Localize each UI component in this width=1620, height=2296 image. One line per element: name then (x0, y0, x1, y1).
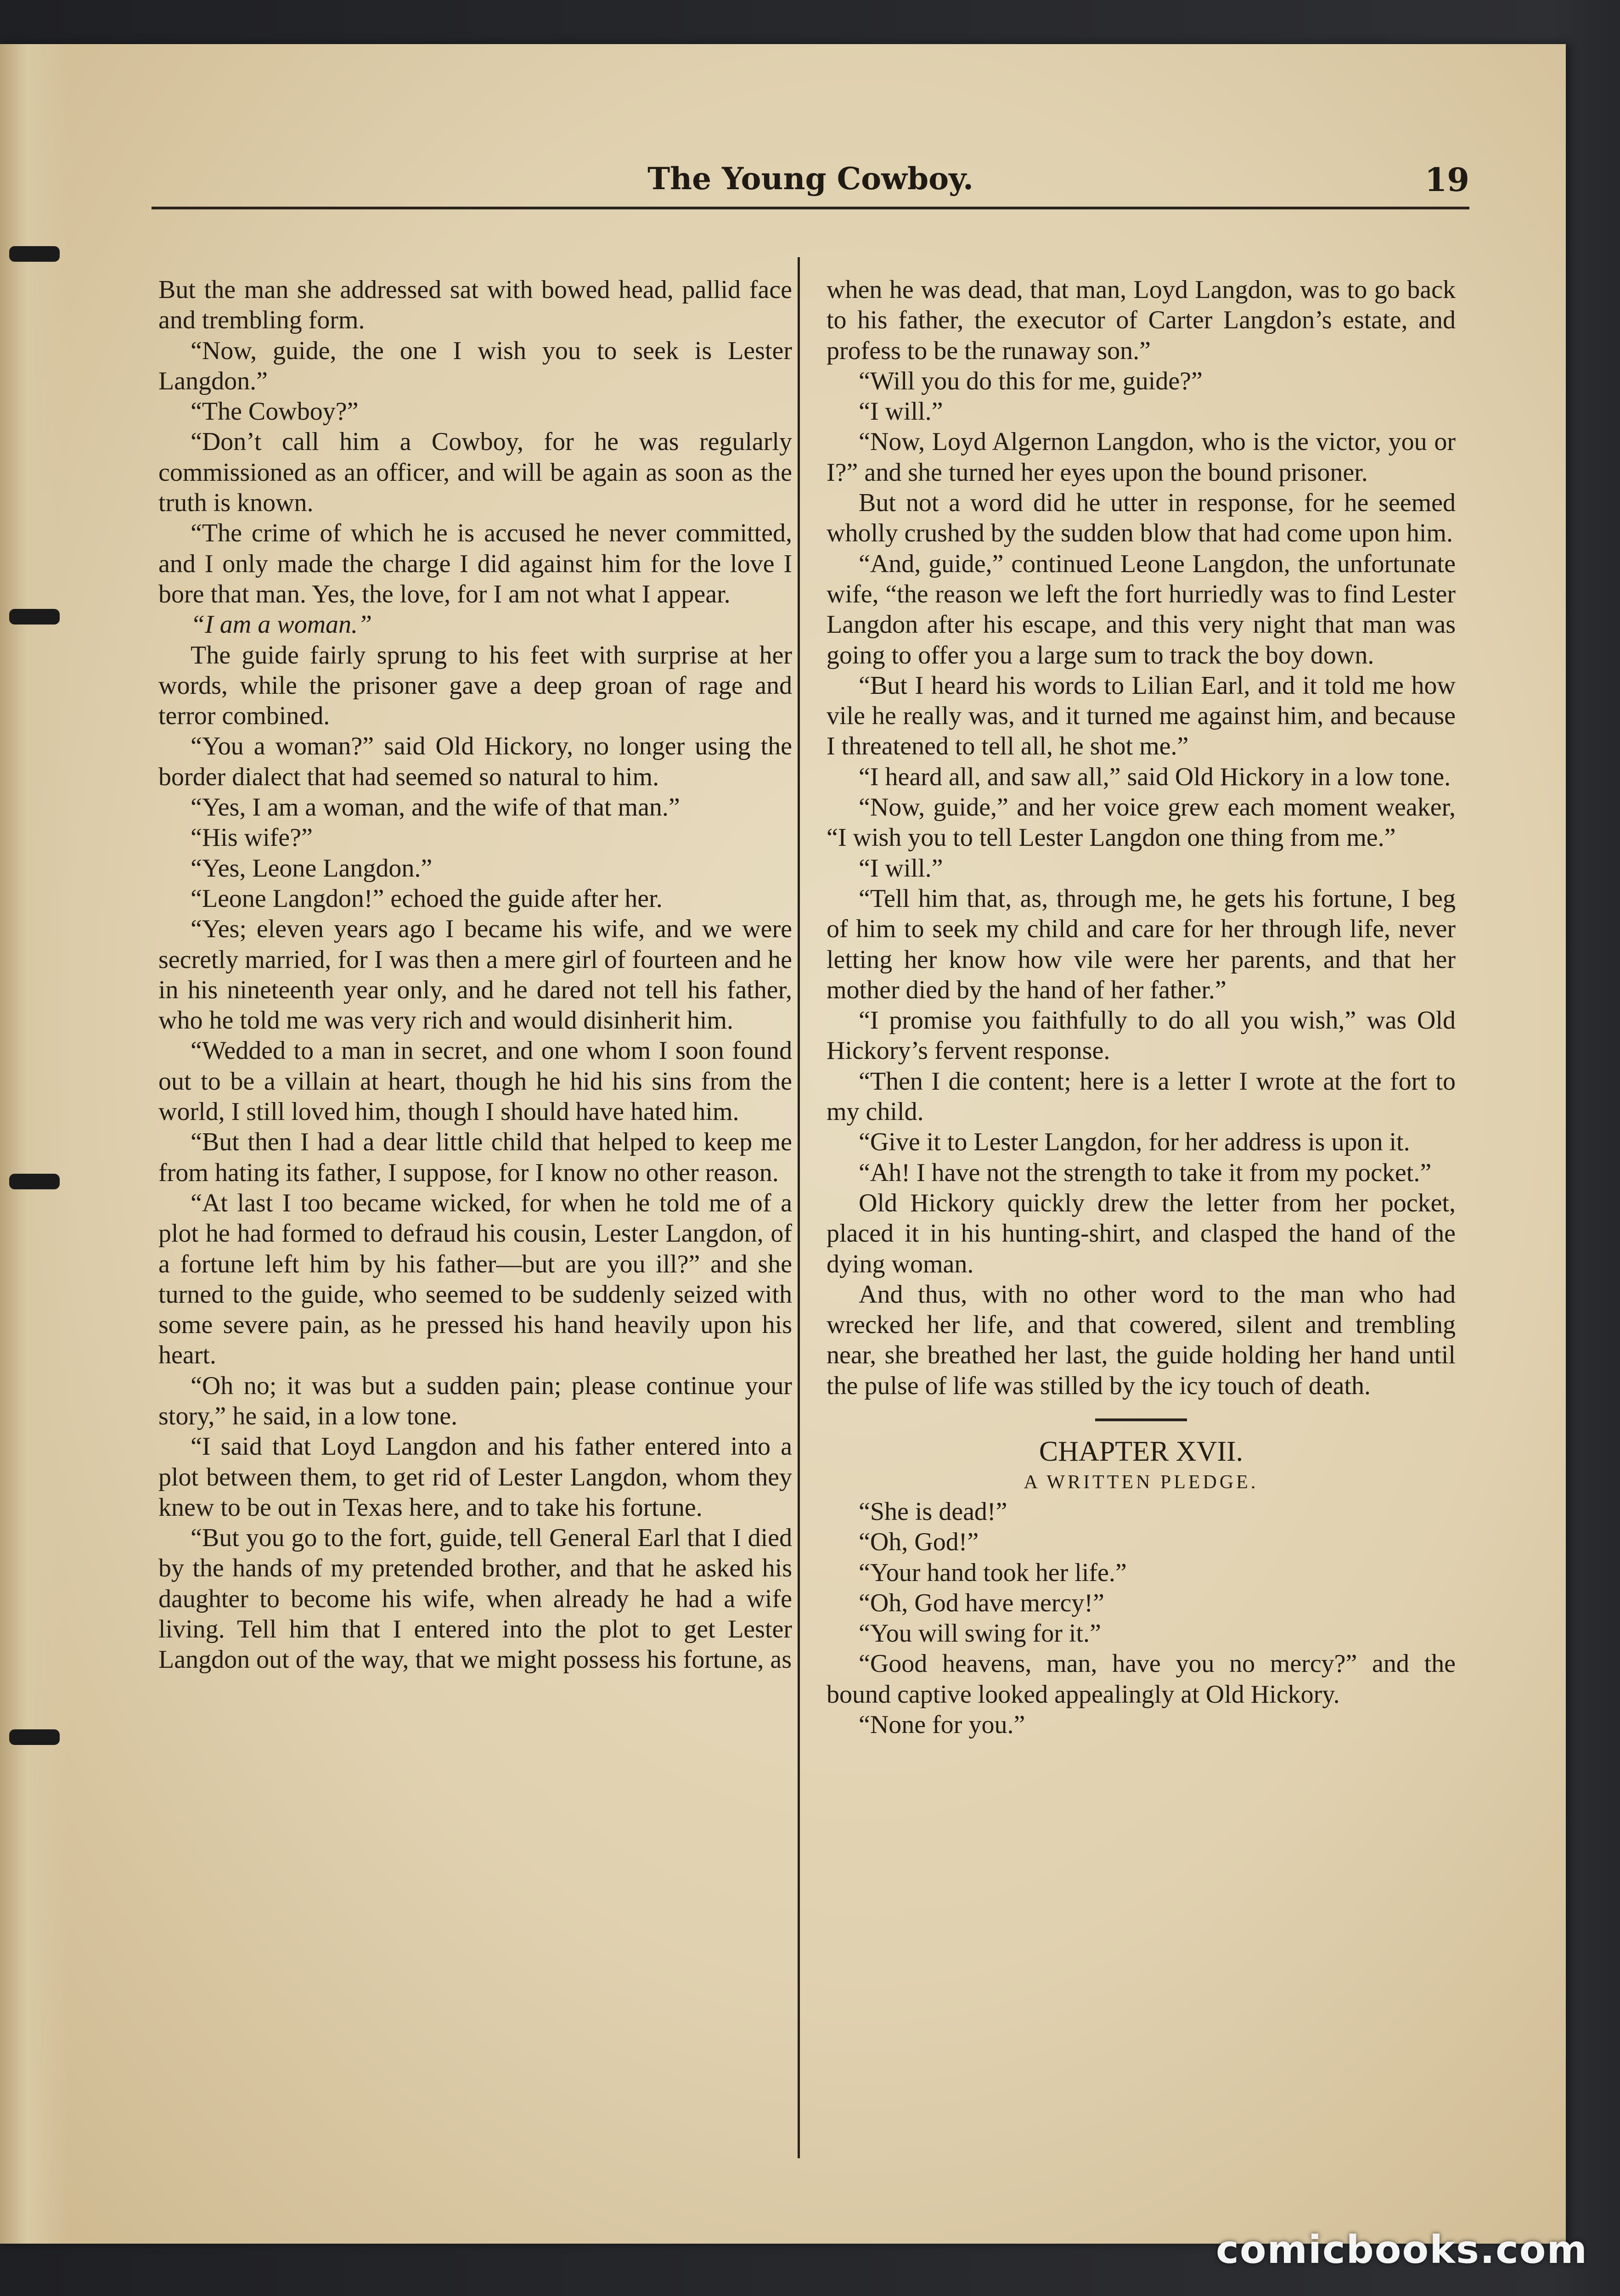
paragraph: “Yes, I am a woman, and the wife of that man.” (191, 793, 680, 822)
paragraph: Old Hickory quickly drew the letter from her pocket, placed it in his hunting-shirt, and clasped the hand of the dying woman. (827, 1188, 1456, 1278)
chapter-heading: CHAPTER XVII. (1039, 1435, 1243, 1467)
paragraph: “At last I too became wicked, for when he told me of a plot he had formed to defraud his cousin, Lester Langdon, of a fortune left him by his father—but are you ill?” and she turned to the guide, who seemed to be suddenly seized with some severe pain, as he pressed his hand heavily upon his heart. (158, 1188, 792, 1370)
binding-stitch (9, 1729, 60, 1745)
page-title: The Young Cowboy. (647, 161, 973, 197)
paragraph: “I will.” (859, 397, 943, 426)
paragraph: “Ah! I have not the strength to take it from my pocket.” (859, 1158, 1432, 1187)
paragraph: “I am a woman.” (191, 610, 372, 639)
paragraph: “And, guide,” continued Leone Langdon, the unfortunate wife, “the reason we left the fort hurriedly was to find Lester Langdon after his escape, and this very night that man was going to offer you a large sum to track the boy down. (827, 549, 1456, 670)
page-number: 19 (1424, 161, 1469, 199)
paragraph: “Oh, God!” (859, 1528, 979, 1557)
paragraph: “Oh, God have mercy!” (859, 1588, 1104, 1617)
paragraph: “Wedded to a man in secret, and one whom I soon found out to be a villain at heart, though he hid his sins from the world, I still loved him, though I should have hated him. (158, 1036, 792, 1126)
watermark: comicbooks.com (1216, 2227, 1588, 2272)
paragraph: “Oh no; it was but a sudden pain; please continue your story,” he said, in a low tone. (158, 1371, 792, 1430)
paragraph: “Your hand took her life.” (859, 1558, 1127, 1587)
paragraph: “The crime of which he is accused he never committed, and I only made the charge I did against him for the love I bore that man. Yes, the love, for I am not what I appear. (158, 519, 792, 608)
paragraph: “I said that Loyd Langdon and his father entered into a plot between them, to get rid of Lester Langdon, whom they knew to be out in Texas here, and to take his fortune. (158, 1432, 792, 1522)
paragraph: “But then I had a dear little child that helped to keep me from hating its father, I suppose, for I know no other reason. (158, 1128, 792, 1187)
paragraph: But not a word did he utter in response, for he seemed wholly crushed by the sudden blow that had come upon him. (827, 489, 1456, 548)
chapter-subtitle: A WRITTEN PLEDGE. (1024, 1471, 1259, 1493)
paragraph: “His wife?” (191, 823, 313, 852)
running-header (152, 152, 1469, 209)
paragraph: “I promise you faithfully to do all you wish,” was Old Hickory’s fervent response. (827, 1006, 1456, 1065)
paragraph: The guide fairly sprung to his feet with surprise at her words, while the prisoner gave a deep groan of rage and terror combined. (158, 641, 792, 731)
paragraph: “None for you.” (859, 1711, 1025, 1739)
binding-stitch (9, 246, 60, 262)
paragraph: “But I heard his words to Lilian Earl, and it told me how vile he really was, and it turned me against him, and because I threatened to tell all, he shot me.” (827, 671, 1456, 761)
paragraph: “Good heavens, man, have you no mercy?” and the bound captive looked appealingly at Old Hickory. (827, 1649, 1456, 1709)
paragraph: “Leone Langdon!” echoed the guide after her. (191, 884, 663, 913)
paragraph: “The Cowboy?” (191, 397, 359, 426)
paragraph: “Now, guide,” and her voice grew each moment weaker, “I wish you to tell Lester Langdon one thing from me.” (827, 793, 1456, 852)
paragraph: “But you go to the fort, guide, tell General Earl that I died by the hands of my pretended brother, and that he asked his daughter to become his wife, when already he had a wife living. Tell him that I entered into the plot to get Lester Langdon out of the way, that we might possess his fortune, as (158, 1524, 792, 1674)
page-spine-edge (0, 44, 69, 2244)
column-divider (798, 257, 800, 2158)
paragraph: “Then I die content; here is a letter I wrote at the fort to my child. (827, 1067, 1456, 1126)
paragraph: “Now, guide, the one I wish you to seek is Lester Langdon.” (158, 336, 792, 395)
binding-stitch (9, 1174, 60, 1189)
paragraph: “You will swing for it.” (859, 1619, 1101, 1648)
paragraph: “I will.” (859, 854, 943, 883)
paragraph: “She is dead!” (859, 1497, 1007, 1526)
paragraph: “You a woman?” said Old Hickory, no longer using the border dialect that had seemed so natural to him. (158, 732, 792, 791)
paragraph: “Now, Loyd Algernon Langdon, who is the victor, you or I?” and she turned her eyes upon the bound prisoner. (827, 428, 1456, 487)
paragraph: And thus, with no other word to the man who had wrecked her life, and that cowered, silent and trembling near, she breathed her last, the guide holding her hand until the pulse of life was stilled by the icy touch of death. (827, 1280, 1456, 1400)
paragraph: But the man she addressed sat with bowed head, pallid face and trembling form. (158, 276, 792, 335)
paragraph: “Yes, Leone Langdon.” (191, 854, 433, 883)
paragraph: “Don’t call him a Cowboy, for he was regularly commissioned as an officer, and will be again as soon as the truth is known. (158, 428, 792, 518)
paragraph: “I heard all, and saw all,” said Old Hickory in a low tone. (859, 762, 1451, 791)
right-column (827, 275, 1456, 1740)
paragraph: “Will you do this for me, guide?” (859, 366, 1203, 395)
paragraph: “Yes; eleven years ago I became his wife, and we were secretly married, for I was then a mere girl of fourteen and he in his nineteenth year only, and he dared not tell his father, who he told me was very rich and would disinherit him. (158, 915, 792, 1035)
paragraph: “Give it to Lester Langdon, for her address is upon it. (859, 1128, 1410, 1157)
chapter-separator-rule (1095, 1418, 1187, 1421)
paragraph: when he was dead, that man, Loyd Langdon, was to go back to his father, the executor of Carter Langdon’s estate, and profess to be the runaway son.” (827, 276, 1456, 365)
left-column (158, 275, 792, 1675)
binding-stitch (9, 609, 60, 625)
paragraph: “Tell him that, as, through me, he gets his fortune, I beg of him to seek my child and care for her through life, never letting her know how vile were her parents, and that her mother died by the hand of her father.” (827, 884, 1456, 1004)
